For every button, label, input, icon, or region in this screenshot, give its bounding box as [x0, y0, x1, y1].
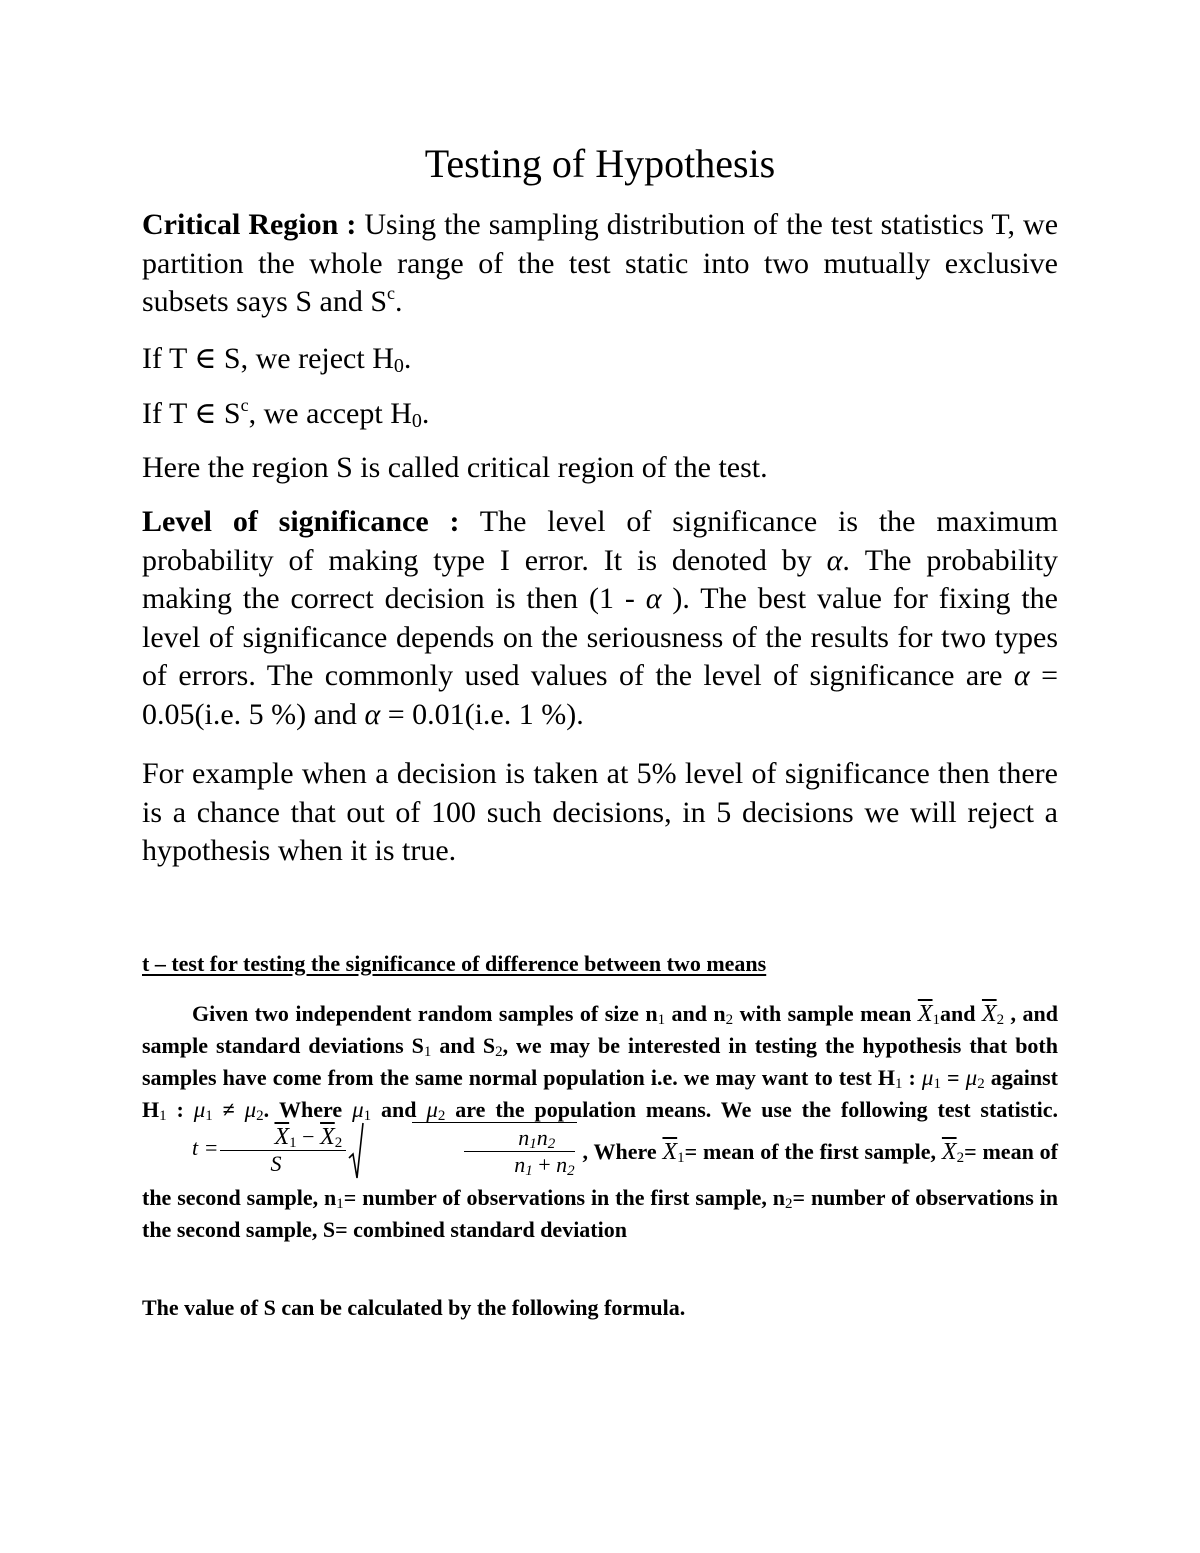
x1-bar-symbol: $\overline{X}$ [274, 1123, 290, 1150]
mu1-symbol: μ [921, 1065, 934, 1090]
t-test-text: = mean of the second sample, n [142, 1139, 1058, 1210]
complement-superscript: c [240, 395, 249, 415]
radicand [412, 1122, 576, 1178]
region-note: Here the region S is called critical region of the test. [142, 451, 768, 484]
s1-subscript: 1 [423, 1044, 432, 1060]
significance-text-1: The level of significance is the maximum probability of making type I error. It is denoted by [142, 505, 1058, 577]
n-symbol: n [514, 1152, 526, 1177]
x2-bar-symbol: $\overline{X}$ [981, 1001, 997, 1027]
mu2-subscript: 2 [256, 1108, 264, 1124]
t-test-text: with sample mean [733, 1001, 918, 1026]
significance-paragraph [142, 503, 1058, 734]
x2-subscript: 2 [956, 1150, 965, 1167]
accept-mid: , we accept H [248, 397, 412, 430]
significance-text-5: = 0.01(i.e. 1 %). [380, 697, 584, 731]
t-test-text: and S [431, 1033, 496, 1058]
accept-line [142, 395, 1058, 434]
mu1-subscript: 1 [363, 1108, 372, 1124]
radicand-numerator [464, 1125, 574, 1152]
x2-bar-symbol: $\overline{X}$ [941, 1139, 957, 1166]
s2-subscript: 2 [495, 1044, 503, 1060]
critical-region-end: . [395, 285, 403, 318]
critical-region-paragraph [142, 206, 1058, 322]
reject-text: If T ∈ S, we reject H [142, 342, 394, 375]
formula-intro: The value of S can be calculated by the following formula. [142, 1295, 686, 1320]
alpha-symbol: α [826, 543, 843, 577]
n2-subscript: 2 [547, 1136, 556, 1152]
mu1-symbol: μ [193, 1097, 206, 1122]
fraction-numerator [220, 1124, 346, 1151]
minus-sign: − [296, 1123, 321, 1149]
t-test-text: , and sample standard deviations S [142, 1001, 1058, 1058]
n-symbol: n [536, 1125, 548, 1150]
page-title: Testing of Hypothesis [424, 141, 776, 186]
mu2-symbol: μ [426, 1097, 438, 1122]
accept-end: . [421, 397, 430, 430]
x2-subscript: 2 [334, 1134, 343, 1151]
x1-bar-symbol: $\overline{X}$ [917, 1001, 933, 1027]
mu2-subscript: 2 [437, 1108, 446, 1124]
reject-line [142, 340, 1058, 379]
n2-subscript: 2 [725, 1012, 734, 1028]
n1-subscript: 1 [657, 1012, 666, 1028]
mu2-subscript: 2 [977, 1076, 985, 1092]
significance-label: Level of significance : [142, 505, 460, 538]
mean-difference-fraction [220, 1124, 346, 1177]
n-symbol: n [556, 1152, 568, 1177]
formula-t: t = [192, 1135, 219, 1161]
mu1-symbol: μ [352, 1097, 364, 1122]
x1-subscript: 1 [677, 1150, 685, 1167]
t-test-text: and [940, 1001, 982, 1026]
plus-sign: + [532, 1152, 557, 1177]
n2-subscript: 2 [785, 1196, 793, 1212]
h0-subscript: 0 [411, 410, 422, 432]
radicand-denominator [464, 1152, 574, 1178]
not-equal-sign: ≠ [212, 1097, 245, 1122]
alpha-symbol: α [1013, 659, 1030, 692]
radical-sign-icon [348, 1122, 364, 1180]
significance-text-3: ). The best value for fixing the level of significance depends on the seriousness of the results for two types of errors. The commonly used values of the level of significance are [142, 582, 1059, 692]
h0-subscript: 0 [393, 355, 404, 377]
t-test-text: and n [665, 1001, 726, 1026]
mu2-symbol: μ [965, 1065, 978, 1090]
t-test-text: . Where [263, 1097, 353, 1122]
x1-subscript: 1 [289, 1134, 297, 1151]
example-paragraph: For example when a decision is taken at 5% level of significance then there is a chance that out of 100 such decisions, in 5 decisions we will reject a hypothesis when it is true. [142, 757, 1058, 867]
t-test-text: are the population means. We use the following test statistic. [445, 1097, 1059, 1122]
square-root [348, 1122, 576, 1178]
alpha-symbol: α [645, 582, 662, 615]
t-test-text: , we may be interested in testing the hypothesis that both samples have come from the same normal population i.e. we may want to test H [142, 1033, 1058, 1090]
x1-subscript: 1 [932, 1012, 941, 1028]
n1-subscript: 1 [525, 1163, 533, 1179]
x1-bar-symbol: $\overline{X}$ [662, 1139, 678, 1166]
n1-subscript: 1 [529, 1136, 537, 1152]
t-test-paragraph [142, 998, 1058, 1246]
t-test-text: : [166, 1097, 194, 1122]
n1-subscript: 1 [336, 1196, 344, 1212]
t-test-text: Given two independent random samples of size n [192, 1001, 658, 1026]
complement-superscript: c [387, 283, 396, 303]
t-test-text: against H [142, 1065, 1058, 1122]
significance-text-2: . The probability making the correct decision is then (1 - [142, 543, 1058, 615]
t-test-text: : [902, 1065, 922, 1090]
n-symbol: n [518, 1125, 530, 1150]
reject-end: . [403, 342, 412, 375]
critical-region-label: Critical Region : [142, 208, 357, 241]
critical-region-text: Using the sampling distribution of the test statistics T, we partition the whole range of the test static into two mutually exclusive subsets says S and S [142, 208, 1059, 318]
t-statistic-formula [142, 1122, 577, 1178]
equals-sign: = [940, 1065, 966, 1090]
x2-bar-symbol: $\overline{X}$ [320, 1123, 335, 1150]
t-test-text: = mean of the first sample, [684, 1139, 942, 1165]
n2-subscript: 2 [567, 1163, 575, 1179]
mu1-subscript: 1 [933, 1076, 941, 1092]
h1-subscript: 1 [159, 1108, 167, 1124]
t-test-text: , Where [576, 1139, 663, 1165]
t-test-text: and [371, 1097, 427, 1122]
t-test-text: = number of observations in the second sample, S= combined standard deviation [142, 1185, 1059, 1242]
t-test-text: = number of observations in the first sample, n [343, 1185, 786, 1210]
alpha-symbol: α [364, 697, 381, 731]
accept-text: If T ∈ S [142, 397, 241, 430]
x2-subscript: 2 [996, 1012, 1005, 1028]
fraction-denominator: S [270, 1150, 282, 1176]
t-test-heading: t – test for testing the significance of difference between two means [142, 951, 767, 976]
sample-size-fraction [464, 1125, 574, 1178]
h0-subscript: 1 [894, 1076, 903, 1092]
significance-text-4: = 0.05(i.e. 5 %) and [142, 659, 1058, 731]
mu1-subscript: 1 [205, 1108, 213, 1124]
mu2-symbol: μ [244, 1097, 257, 1122]
